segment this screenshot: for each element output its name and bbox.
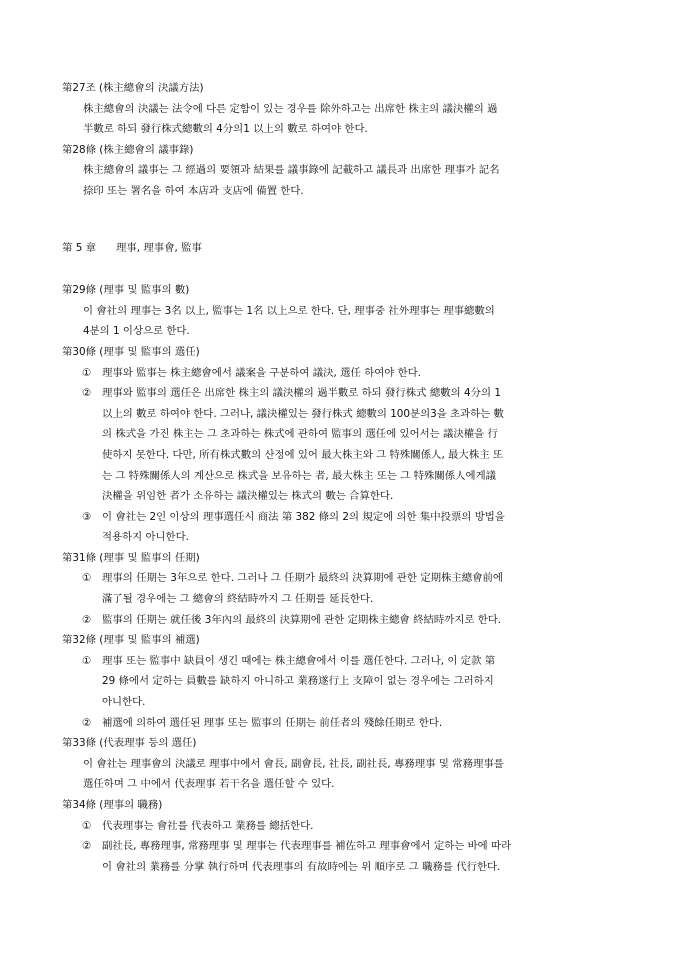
article-33-text-line-2: 選任하며 그 中에서 代表理事 若干名을 選任할 수 있다. [83,778,335,791]
article-31-item-2 [62,610,622,631]
article-32-item-1 [62,651,622,713]
item-text-line: 理事와 監事의 選任은 出席한 株主의 議決權의 過半數로 하되 發行株式 總數의 4分의 1 [102,387,501,400]
article-28-text-line-1: 株主總會의 議事는 그 經過의 要領과 結果를 議事錄에 記載하고 議長과 出席한 理事가 記名 [83,164,500,177]
article-33 [62,733,622,795]
article-27 [62,78,622,140]
article-27-text-line-2: 半數로 하되 發行株式總數의 4分의1 以上의 數로 하여야 한다. [83,123,368,136]
article-33-title: 第33條 (代表理事 등의 選任) [62,737,197,750]
section-spacer [62,202,622,238]
item-text-line: 補選에 의하여 選任된 理事 또는 監事의 任期는 前任者의 殘餘任期로 한다. [102,716,443,729]
article-30-item-2 [62,383,622,507]
item-text-line: 監事의 任期는 就任後 3年內의 最終의 決算期에 관한 定期株主總會 終結時까지로 한다. [102,613,502,626]
item-text-line: 이 會社의 業務를 分掌 執行하며 代表理事의 有故時에는 위 順序로 그 職務를 代行한다. [102,860,501,873]
chapter-5-heading [62,238,622,259]
item-number: ② [82,840,92,853]
section-spacer [62,258,622,280]
item-number: ① [82,366,92,379]
article-31-title: 第31條 (理事 및 監事의 任期) [62,551,200,564]
article-34 [62,795,622,877]
item-number: ① [82,654,92,667]
item-number: ③ [82,510,92,523]
article-30 [62,342,622,548]
article-34-item-2 [62,836,622,877]
chapter-5-number: 第 5 章 [62,241,96,254]
document-page [62,78,622,877]
chapter-5-title: 理事, 理事會, 監事 [116,241,202,254]
item-text-line: 의 株式을 가진 株主는 그 초과하는 株式에 관하여 監事의 選任에 있어서는 議決權을 行 [102,428,498,441]
article-27-text-line-1: 株主總會의 決議는 法令에 다른 定함이 있는 경우를 除外하고는 出席한 株主의 議決權의 過 [83,102,498,115]
article-33-text-line-1: 이 會社는 理事會의 決議로 理事中에서 會長, 副會長, 社長, 副社長, 專務理事 및 常務理事를 [83,757,504,770]
article-27-title: 第27조 (株主總會의 決議方法) [62,82,204,94]
item-number: ② [82,387,92,400]
item-text-line: 理事의 任期는 3年으로 한다. 그러나 그 任期가 最終의 決算期에 관한 定期株主總會前에 [102,572,503,585]
article-30-item-1 [62,363,622,384]
article-28 [62,140,622,202]
item-number: ② [82,716,92,729]
item-number: ① [82,819,92,832]
item-text-line: 는 그 特殊關係人의 계산으로 株式을 보유하는 者, 最大株主 또는 그 特殊關係人에게議 [102,469,496,482]
item-text-line: 적용하지 아니한다. [102,531,189,544]
item-text-line: 副社長, 專務理事, 常務理事 및 理事는 代表理事를 補佐하고 理事會에서 定하는 바에 따라 [102,840,512,853]
article-28-text-line-2: 捺印 또는 署名을 하여 本店과 支店에 備置 한다. [83,184,304,197]
article-31 [62,548,622,630]
article-32-item-2 [62,713,622,734]
article-34-item-1 [62,816,622,837]
article-31-item-1 [62,568,622,609]
article-34-title: 第34條 (理事의 職務) [62,799,163,811]
item-text-line: 決權을 위임한 者가 소유하는 議決權있는 株式의 數는 合算한다. [102,490,394,503]
item-text-line: 滿了될 경우에는 그 總會의 終結時까지 그 任期를 延長한다. [102,593,374,606]
item-text-line: 理事 또는 監事中 缺員이 생긴 때에는 株主總會에서 이를 選任한다. 그러나, 이 定款 第 [102,654,496,667]
item-text-line: 이 會社는 2인 이상의 理事選任시 商法 第 382 條의 2의 規定에 의한 集中投票의 방법을 [102,510,505,523]
article-32 [62,630,622,733]
item-number: ① [82,572,92,585]
article-32-title: 第32條 (理事 및 監事의 補選) [62,634,200,647]
item-text-line: 使하지 못한다. 다만, 所有株式數의 산정에 있어 最大株主와 그 特殊關係人, 最大株主 또 [102,448,503,461]
item-number: ② [82,613,92,626]
article-29-title: 第29條 (理事 및 監事의 數) [62,284,190,297]
article-30-item-3 [62,507,622,548]
article-30-title: 第30條 (理事 및 監事의 選任) [62,345,200,358]
article-29 [62,280,622,342]
article-28-title: 第28條 (株主總會의 議事錄) [62,143,194,156]
article-29-text-line-2: 4분의 1 이상으로 한다. [83,325,190,338]
item-text-line: 29 條에서 定하는 員數를 缺하지 아니하고 業務遂行上 支障이 없는 경우에는 그러하지 [102,675,494,688]
item-text-line: 代表理事는 會社를 代表하고 業務를 總括한다. [102,819,314,832]
item-text-line: 以上의 數로 하여야 한다. 그러나, 議決權있는 發行株式 總數의 100분의3을 초과하는 數 [102,407,504,420]
item-text-line: 理事와 監事는 株主總會에서 議案을 구분하여 議決, 選任 하여야 한다. [102,366,422,379]
article-29-text-line-1: 이 會社의 理事는 3名 以上, 監事는 1名 以上으로 한다. 단, 理事중 社外理事는 理事總數의 [83,304,495,317]
item-text-line: 아니한다. [102,696,146,709]
